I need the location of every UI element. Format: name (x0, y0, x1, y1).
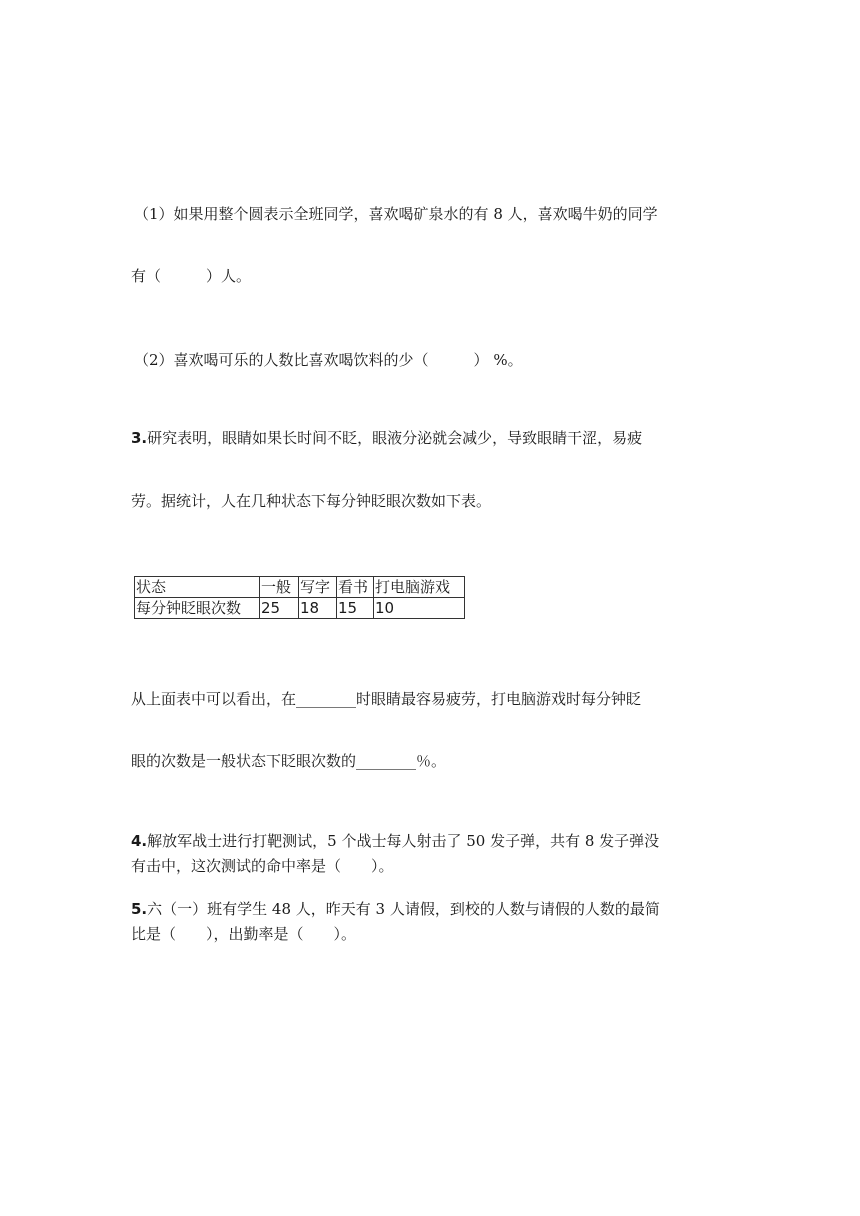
table-row (135, 598, 465, 619)
q4-number: 4. (131, 832, 148, 850)
table-cell: 打电脑游戏 (374, 577, 465, 598)
table-cell: 18 (299, 598, 337, 619)
q3-line2: 劳。据统计，人在几种状态下每分钟眨眼次数如下表。 (131, 492, 492, 510)
table-cell: 15 (337, 598, 374, 619)
q5-text: 六（一）班有学生 48 人，昨天有 3 人请假，到校的人数与请假的人数的最简 (147, 900, 660, 918)
q2-sub2: （2）喜欢喝可乐的人数比喜欢喝饮料的少（ ） %。 (134, 351, 523, 369)
table-cell: 一般 (260, 577, 299, 598)
blink-rate-table (134, 576, 465, 619)
table-header-row (135, 577, 465, 598)
q2-sub1-line1: （1）如果用整个圆表示全班同学，喜欢喝矿泉水的有 8 人，喜欢喝牛奶的同学 (134, 205, 658, 223)
table-cell: 写字 (299, 577, 337, 598)
q4-line1 (131, 831, 659, 851)
table-cell: 状态 (135, 577, 260, 598)
q2-sub1-line2: 有（ ）人。 (131, 267, 252, 285)
table-cell: 10 (374, 598, 465, 619)
q3-answer-line2: 眼的次数是一般状态下眨眼次数的________％。 (131, 752, 447, 770)
table-cell: 25 (260, 598, 299, 619)
q3-answer-line1: 从上面表中可以看出，在________时眼睛最容易疲劳，打电脑游戏时每分钟眨 (131, 690, 642, 708)
q4-line2: 有击中，这次测试的命中率是（ ）。 (131, 857, 394, 875)
q3-number: 3. (131, 429, 148, 447)
q5-number: 5. (131, 900, 148, 918)
q4-text: 解放军战士进行打靶测试，5 个战士每人射击了 50 发子弹，共有 8 发子弹没 (147, 832, 660, 850)
table-cell: 每分钟眨眼次数 (135, 598, 260, 619)
q3-line1 (131, 428, 642, 448)
q5-line1 (131, 899, 660, 919)
q3-text: 研究表明，眼睛如果长时间不眨，眼液分泌就会减少，导致眼睛干涩，易疲 (147, 429, 643, 447)
table-cell: 看书 (337, 577, 374, 598)
q5-line2: 比是（ ），出勤率是（ ）。 (131, 925, 357, 943)
